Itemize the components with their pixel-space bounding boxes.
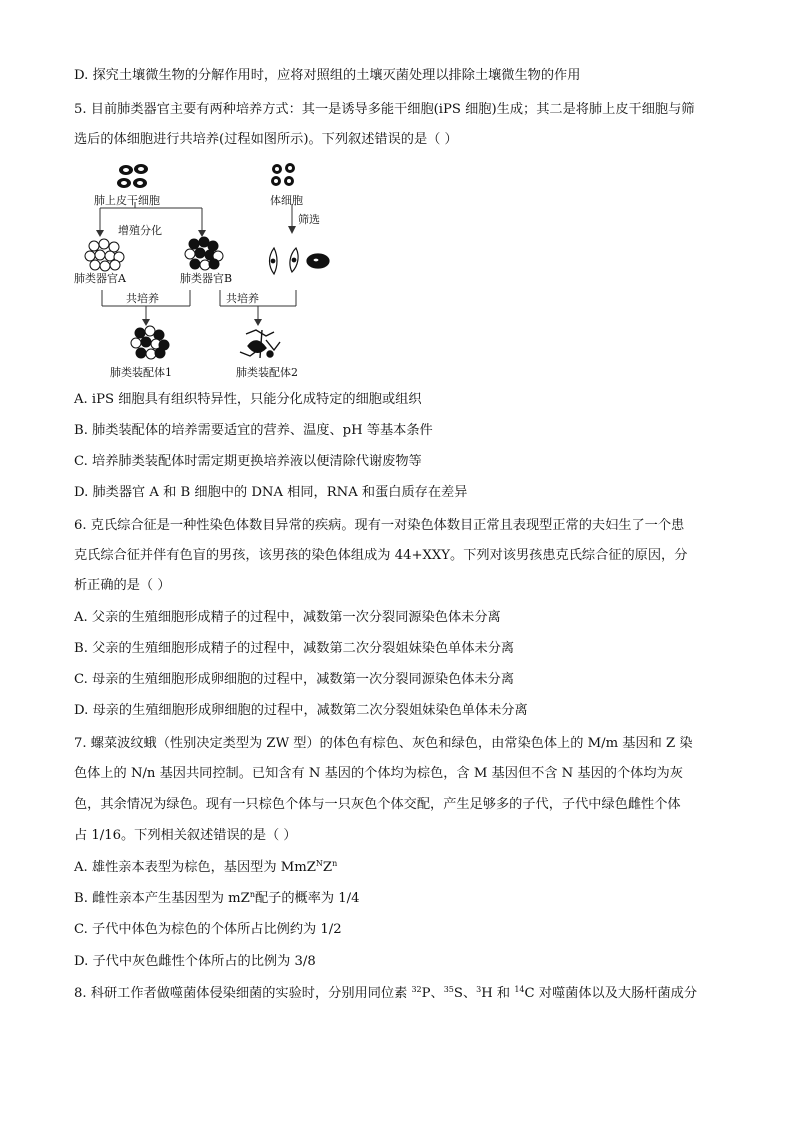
organ-a-icon xyxy=(85,239,124,271)
q7-option-a-text: A. 雄性亲本表型为棕色，基因型为 MmZ xyxy=(74,860,316,875)
q7-stem-line4: 占 1/16。下列相关叙述错误的是（ ） xyxy=(74,828,297,843)
q8-stem-line1 xyxy=(74,984,697,1004)
q8-sup-1: 32 xyxy=(411,985,422,994)
q7-option-a-sup1: N xyxy=(315,859,323,868)
label-stem-cell: 肺上皮干细胞 xyxy=(94,194,160,207)
q5-option-a: A. iPS 细胞具有组织特异性，只能分化成特定的细胞或组织 xyxy=(74,392,422,407)
q8-text-1: 8. 科研工作者做噬菌体侵染细菌的实验时，分别用同位素 xyxy=(74,986,412,1001)
q7-option-c: C. 子代中体色为棕色的个体所占比例约为 1/2 xyxy=(74,922,342,937)
label-organ-a: 肺类器官A xyxy=(74,272,126,285)
q4-option-d: D. 探究土壤微生物的分解作用时，应将对照组的土壤灭菌处理以排除土壤微生物的作用 xyxy=(74,68,581,83)
label-coculture-2: 共培养 xyxy=(226,292,259,305)
label-assembly-1: 肺类装配体1 xyxy=(110,366,172,379)
q6-option-a: A. 父亲的生殖细胞形成精子的过程中，减数第一次分裂同源染色体未分离 xyxy=(74,610,501,625)
q6-stem-line3: 析正确的是（ ） xyxy=(74,578,171,593)
q6-option-b: B. 父亲的生殖细胞形成精子的过程中，减数第二次分裂姐妹染色单体未分离 xyxy=(74,641,515,656)
q7-stem-line1: 7. 螺菜波纹蛾（性别决定类型为 ZW 型）的体色有棕色、灰色和绿色，由常染色体上的 M/m 基因和 Z 染 xyxy=(74,736,693,751)
q6-option-d: D. 母亲的生殖细胞形成卵细胞的过程中，减数第二次分裂姐妹染色单体未分离 xyxy=(74,703,528,718)
q8-sup-4: 14 xyxy=(514,985,525,994)
q7-option-d: D. 子代中灰色雌性个体所占的比例为 3/8 xyxy=(74,954,316,969)
screened-cells xyxy=(270,248,330,274)
assembly-2-icon xyxy=(240,330,280,358)
label-assembly-2: 肺类装配体2 xyxy=(236,366,298,379)
q7-option-a xyxy=(74,858,337,878)
q7-option-b xyxy=(74,889,360,909)
q7-option-b-text: B. 雌性亲本产生基因型为 mZ xyxy=(74,891,250,906)
q6-stem-line2: 克氏综合征并伴有色盲的男孩，该男孩的染色体组成为 44+XXY。下列对该男孩患克氏综合征的原因，分 xyxy=(74,548,688,563)
q5-stem-line2: 选后的体细胞进行共培养(过程如图所示)。下列叙述错误的是（ ） xyxy=(74,132,458,147)
q8-text-5: C 对噬菌体以及大肠杆菌成分 xyxy=(524,986,698,1001)
q5-option-b: B. 肺类装配体的培养需要适宜的营养、温度、pH 等基本条件 xyxy=(74,423,433,438)
q7-option-b-sup: n xyxy=(249,890,255,899)
label-organ-b: 肺类器官B xyxy=(180,272,233,285)
label-proliferate: 增殖分化 xyxy=(118,224,162,237)
q7-option-b-post: 配子的概率为 1/4 xyxy=(254,891,360,906)
coculture-arrow-heads xyxy=(142,319,262,326)
q8-text-2: P、 xyxy=(421,986,444,1001)
q8-sup-3: 3 xyxy=(476,985,482,994)
organ-b-icon xyxy=(185,237,223,270)
assembly-1-icon xyxy=(131,326,169,359)
label-screen: 筛选 xyxy=(298,213,320,226)
q7-stem-line3: 色，其余情况为绿色。现有一只棕色个体与一只灰色个体交配，产生足够多的子代，子代中绿色雌性个体 xyxy=(74,797,681,812)
label-body-cell: 体细胞 xyxy=(270,194,303,207)
q7-option-a-mid: Z xyxy=(322,860,333,875)
q5-option-d: D. 肺类器官 A 和 B 细胞中的 DNA 相同，RNA 和蛋白质存在差异 xyxy=(74,485,468,500)
q5-stem-line1: 5. 目前肺类器官主要有两种培养方式：其一是诱导多能干细胞(iPS 细胞)生成；其二是将肺上皮干细胞与筛 xyxy=(74,102,695,117)
q8-sup-2: 35 xyxy=(443,985,454,994)
q7-option-a-sup2: n xyxy=(332,859,338,868)
q5-option-c: C. 培养肺类装配体时需定期更换培养液以便清除代谢废物等 xyxy=(74,454,422,469)
q8-text-4: H 和 xyxy=(481,986,515,1001)
label-coculture-1: 共培养 xyxy=(126,292,159,305)
q7-stem-line2: 色体上的 N/n 基因共同控制。已知含有 N 基因的个体均为棕色，含 M 基因但不含 N 基因的个体均为灰 xyxy=(74,766,683,781)
stem-cell-cluster xyxy=(117,164,148,188)
q8-text-3: S、 xyxy=(453,986,477,1001)
q6-stem-line1: 6. 克氏综合征是一种性染色体数目异常的疾病。现有一对染色体数目正常且表现型正常的夫妇生了一个患 xyxy=(74,518,685,533)
body-cell-cluster xyxy=(271,163,295,186)
q6-option-c: C. 母亲的生殖细胞形成卵细胞的过程中，减数第一次分裂同源染色体未分离 xyxy=(74,672,515,687)
